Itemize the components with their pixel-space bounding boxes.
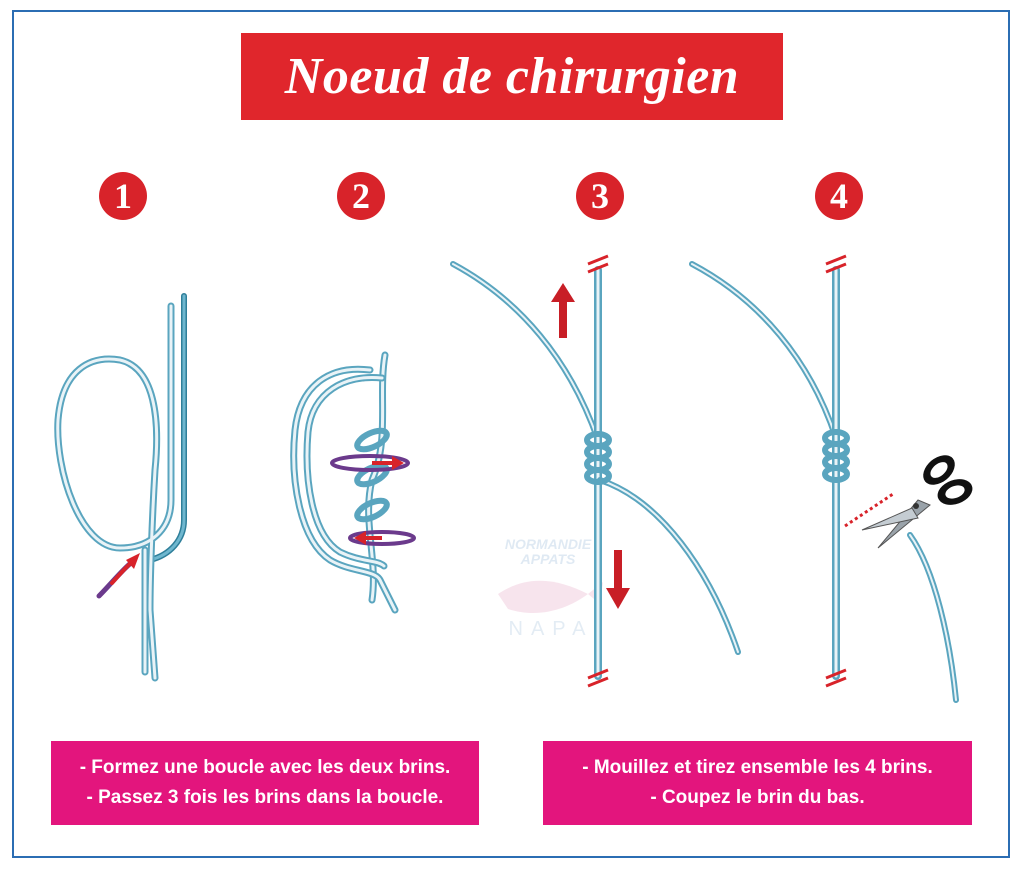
step-3-down-arrow-icon: [606, 550, 630, 609]
step-2-badge: 2: [337, 172, 385, 220]
watermark-line-2: APPATS: [520, 551, 576, 567]
step-4-badge: 4: [815, 172, 863, 220]
step-2-illustration: [294, 355, 414, 610]
step-1-badge: 1: [99, 172, 147, 220]
step-3-illustration: [453, 256, 738, 686]
step-3-top-cut-mark-icon: [588, 256, 608, 272]
caption-left-line-2: - Passez 3 fois les brins dans la boucle.: [86, 787, 444, 808]
caption-right-line-1: - Mouillez et tirez ensemble les 4 brins.: [582, 757, 933, 778]
caption-right-line-2: - Coupez le brin du bas.: [650, 787, 865, 808]
caption-steps-1-2: [51, 741, 479, 825]
watermark-line-3: NAPA: [508, 618, 594, 640]
watermark-line-1: NORMANDIE: [504, 536, 592, 552]
caption-left-line-1: - Formez une boucle avec les deux brins.: [79, 757, 451, 778]
caption-steps-3-4: [543, 741, 972, 825]
page-title: Noeud de chirurgien: [284, 48, 740, 105]
scissors-icon: [862, 449, 976, 548]
step-4-top-cut-mark-icon: [826, 256, 846, 272]
step-1-illustration: [58, 296, 184, 678]
step-3-badge: 3: [576, 172, 624, 220]
step-4-illustration: [692, 256, 976, 700]
step-3-up-arrow-icon: [551, 283, 575, 338]
